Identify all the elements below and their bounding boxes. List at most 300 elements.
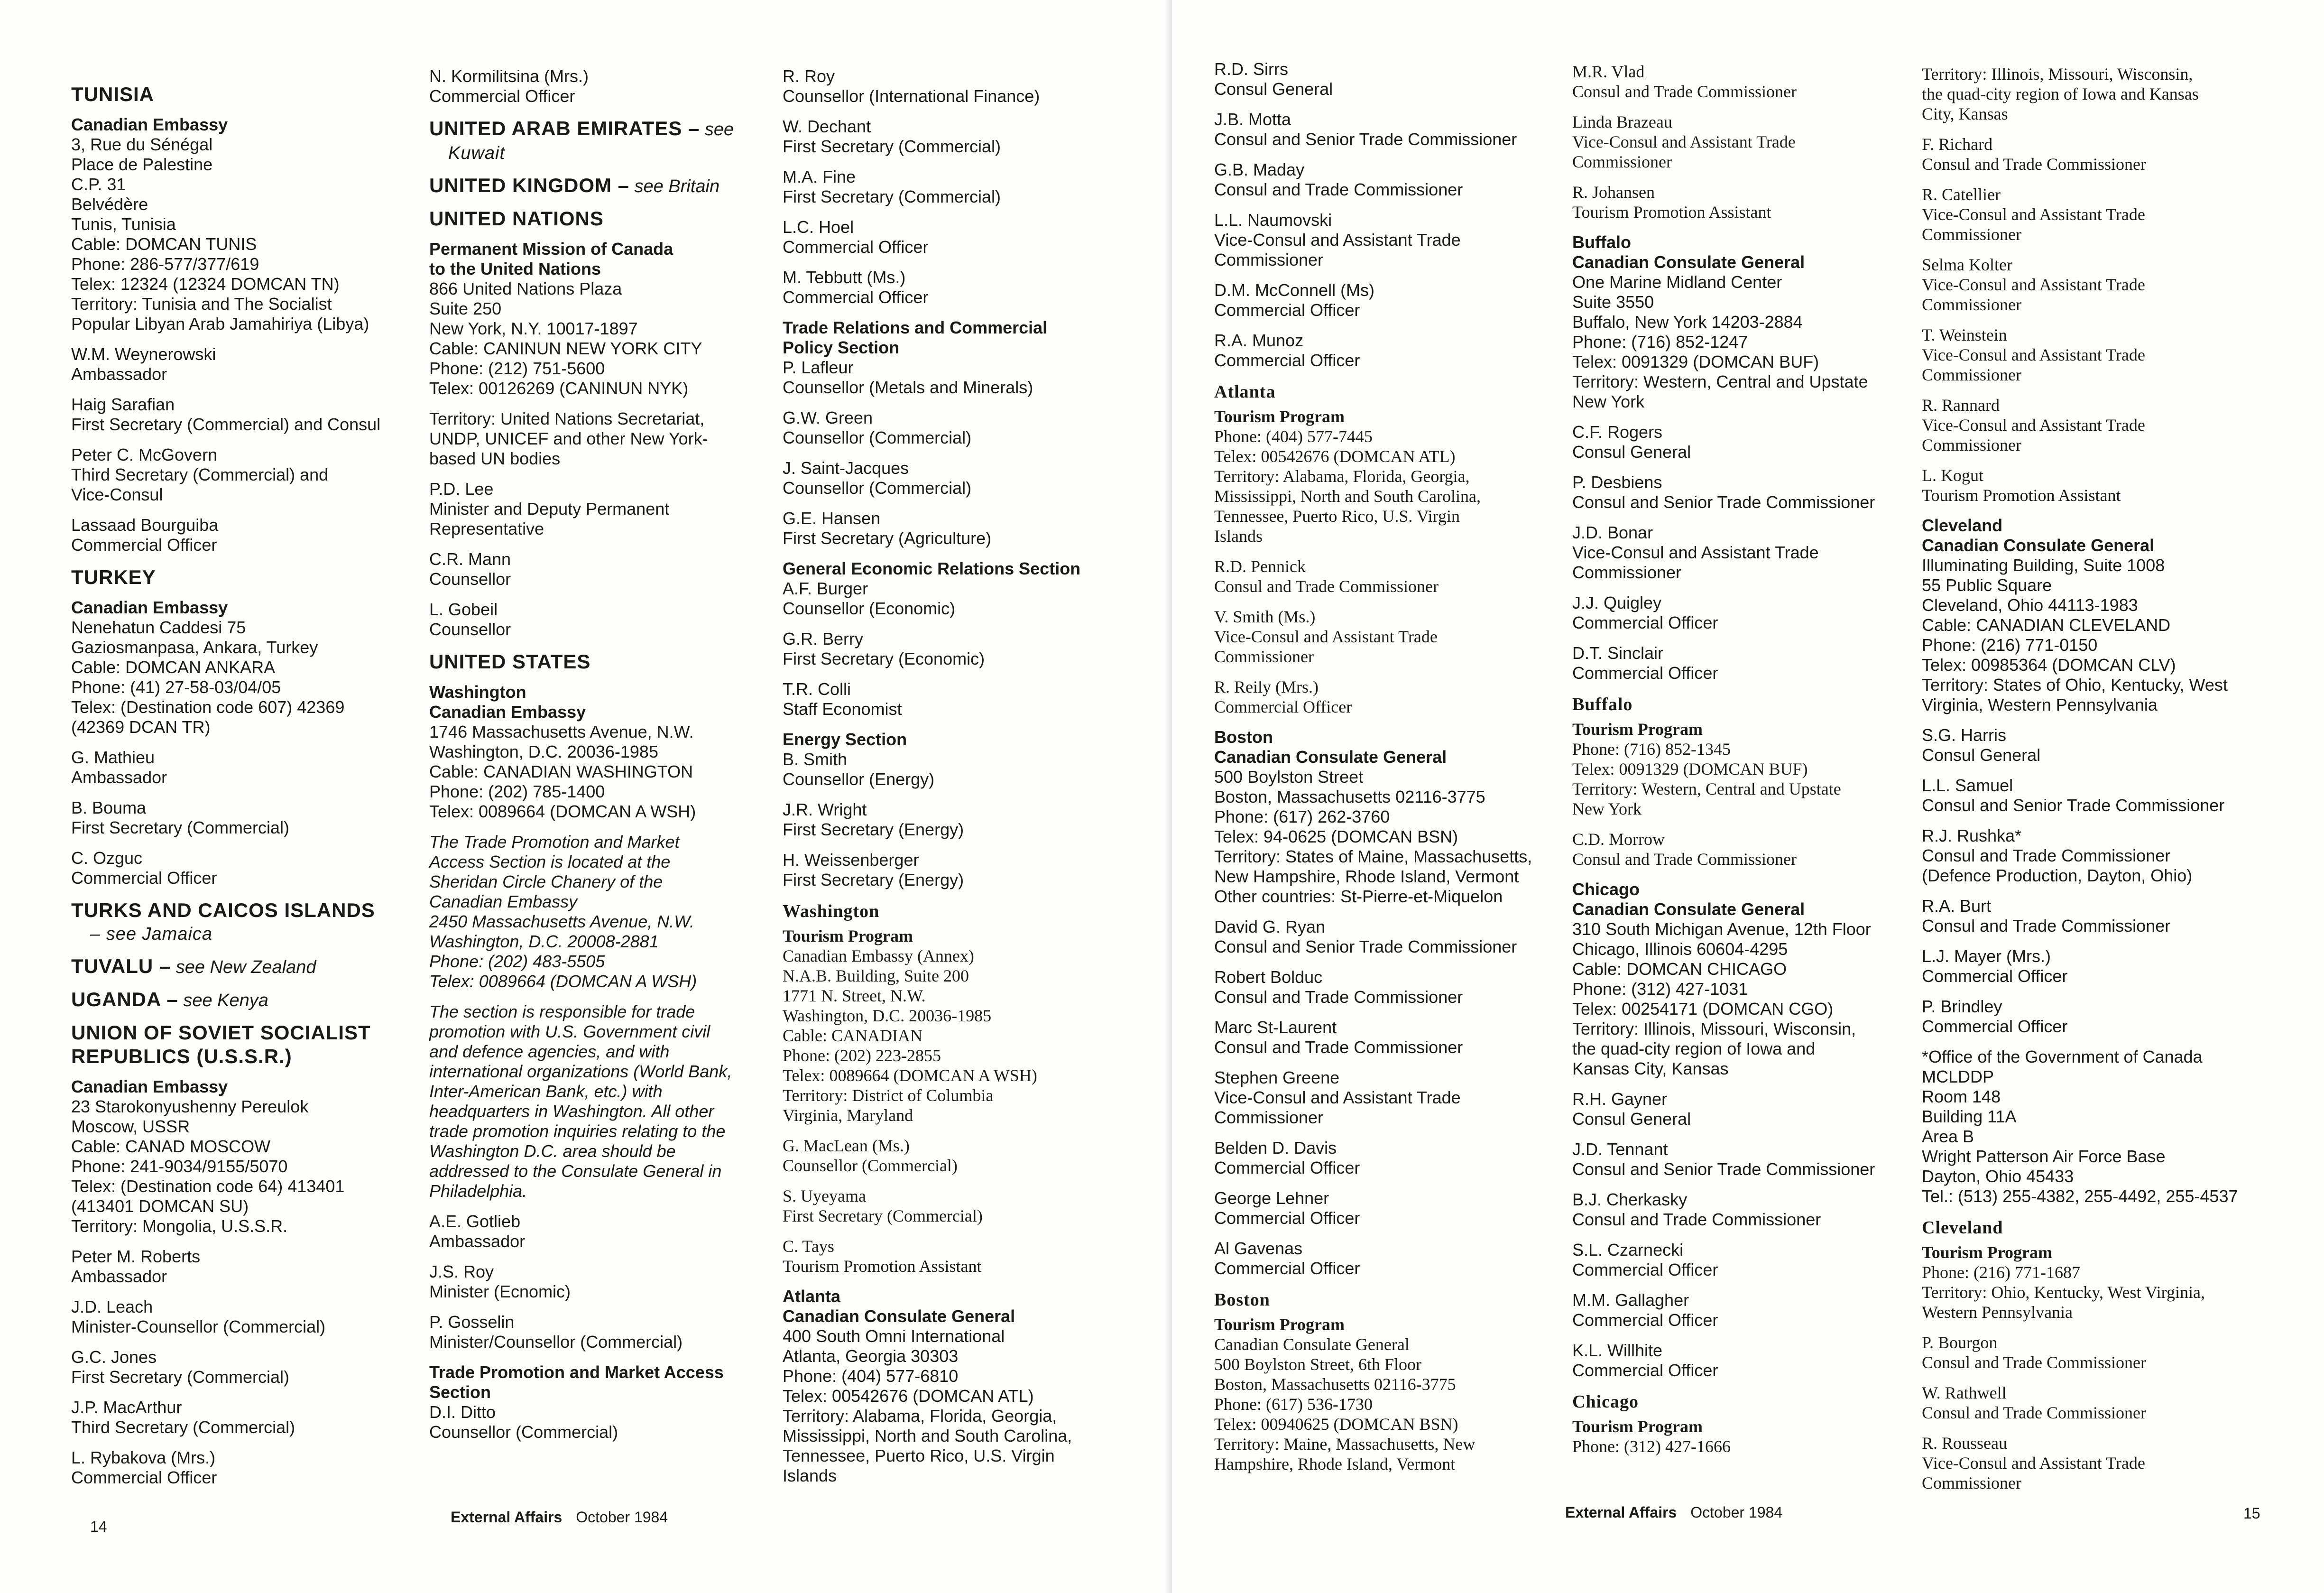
country-heading [429,174,790,198]
entry-line: Wright Patterson Air Force Base [1922,1147,2166,1166]
entry-line: Telex: 00985364 (DOMCAN CLV) [1922,655,2176,675]
directory-entry [71,135,432,334]
directory-entry [1922,465,2301,505]
entry-line: Access Section is located at the [429,852,671,871]
entry-line: Commissioner [1922,1473,2022,1492]
directory-entry [429,832,790,991]
entry-line: L.L. Samuel [1922,776,2013,795]
directory-entry [71,1347,432,1387]
section-heading: Canadian Consulate General [783,1306,1015,1326]
entry-line: Building 11A [1922,1107,2017,1126]
entry-line: First Secretary (Energy) [783,820,964,839]
entry-line: Belvédère [71,194,148,214]
entry-line: Vice-Consul and Assistant Trade [1922,275,2145,294]
entry-line: Mississippi, North and South Carolina, [1214,487,1481,506]
section-heading: Trade Promotion and Market Access [429,1362,724,1382]
entry-line: Staff Economist [783,699,902,719]
entry-line: R. Rannard [1922,396,2000,415]
entry-line: Consul and Trade Commissioner [1922,155,2147,174]
entry-line: T.R. Colli [783,679,851,699]
entry-line: Territory: Maine, Massachusetts, New [1214,1435,1476,1454]
entry-line: promotion with U.S. Government civil [429,1022,710,1041]
entry-line: N. Kormilitsina (Mrs.) [429,66,589,86]
directory-entry [429,1212,790,1251]
entry-line: G.C. Jones [71,1347,157,1367]
entry-line: M. Tebbutt (Ms.) [783,268,906,287]
entry-line: J.J. Quigley [1572,593,1662,612]
directory-entry [783,167,1153,207]
entry-line: 55 Public Square [1922,575,2052,595]
entry-line: Phone: (216) 771-0150 [1922,635,2098,655]
entry-line: M.M. Gallagher [1572,1290,1689,1310]
directory-entry [1214,160,1575,200]
directory-entry [1922,826,2301,886]
entry-line: B.J. Cherkasky [1572,1190,1688,1209]
directory-entry [1572,739,1933,819]
directory-entry [783,679,1153,719]
entry-line: Mississippi, North and South Carolina, [783,1426,1072,1445]
entry-line: J.R. Wright [783,800,867,819]
directory-entry [1572,62,1933,102]
entry-line: C. Tays [783,1237,834,1256]
country-heading [71,954,432,979]
directory-entry [71,344,432,384]
entry-line: Suite 3550 [1572,292,1654,312]
page-footer [451,1509,668,1526]
entry-line: First Secretary (Energy) [783,870,964,889]
entry-line: Consul and Trade Commissioner [1572,850,1797,869]
entry-line: S. Uyeyama [783,1186,866,1205]
entry-line: Territory: Illinois, Missouri, Wisconsin, [1922,65,2193,83]
section-heading: General Economic Relations Section [783,559,1081,578]
entry-line: L.J. Mayer (Mrs.) [1922,946,2051,966]
directory-entry [783,509,1153,548]
entry-line: Tourism Promotion Assistant [1572,203,1771,222]
entry-line: Consul and Trade Commissioner [1922,846,2171,865]
directory-entry [1572,182,1933,222]
see-reference: – see Jamaica [90,924,213,944]
entry-line: international organizations (World Bank, [429,1062,732,1081]
entry-line: (Defence Production, Dayton, Ohio) [1922,866,2193,885]
entry-line: P. Bourgon [1922,1333,1998,1352]
entry-line: 310 South Michigan Avenue, 12th Floor [1572,919,1871,939]
publication-date: October 1984 [576,1509,668,1526]
country-heading [429,117,790,141]
entry-line: G.W. Green [783,408,873,427]
entry-line: Vice-Consul and Assistant Trade [1214,1088,1461,1107]
directory-entry [429,66,790,106]
entry-line: Territory: Ohio, Kentucky, West Virginia, [1922,1283,2205,1302]
entry-line: Consul and Senior Trade Commissioner [1572,492,1875,512]
city-heading: Boston [1214,1290,1270,1310]
entry-line: Commercial Officer [71,868,217,888]
entry-line: R. Rousseau [1922,1434,2007,1453]
entry-line: Consul General [1572,442,1691,462]
country-name: UNITED STATES [429,650,591,673]
entry-line: R.D. Sirrs [1214,59,1288,79]
entry-line: Atlanta, Georgia 30303 [783,1346,959,1366]
directory-entry [1922,134,2301,174]
entry-line: Commercial Officer [1214,300,1360,320]
directory-entry [429,479,790,539]
entry-line: Commercial Officer [1572,1361,1718,1380]
entry-line: J.D. Bonar [1572,523,1653,542]
section-heading: Tourism Program [1214,407,1345,426]
directory-entry [429,409,790,469]
entry-line: Popular Libyan Arab Jamahiriya (Libya) [71,314,369,333]
page-number: 15 [2243,1505,2260,1522]
city-heading: Washington [783,901,880,921]
entry-line: Territory: States of Ohio, Kentucky, West [1922,675,2228,695]
entry-line: Vice-Consul and Assistant Trade [1922,205,2145,224]
directory-entry [1214,426,1575,546]
directory-entry [429,600,790,639]
entry-line: Counsellor (Commercial) [783,478,972,498]
entry-line: Commercial Officer [1572,1260,1718,1279]
entry-line: Tunis, Tunisia [71,214,176,234]
right-column-1 [1214,59,1575,1484]
entry-line: Consul and Trade Commissioner [1214,180,1463,199]
country-name: TUNISIA [71,83,154,105]
entry-line: H. Weissenberger [783,850,919,870]
entry-line: (42369 DCAN TR) [71,717,211,737]
entry-line: Phone: (617) 262-3760 [1214,807,1390,826]
entry-line: Washington, D.C. 20008-2881 [429,932,659,951]
directory-entry [71,1448,432,1488]
entry-line: (413401 DOMCAN SU) [71,1196,249,1216]
entry-line: Telex: 0091329 (DOMCAN BUF) [1572,759,1808,778]
directory-entry [1214,967,1575,1007]
city-heading: Buffalo [1572,695,1633,714]
entry-line: First Secretary (Commercial) and Consul [71,415,381,434]
entry-line: New York, N.Y. 10017-1897 [429,319,638,338]
entry-line: Robert Bolduc [1214,967,1323,987]
entry-line: Commissioner [1214,1108,1324,1127]
entry-line: S.G. Harris [1922,725,2007,745]
left-column-2 [429,66,790,1453]
directory-entry [1214,917,1575,957]
entry-line: UNDP, UNICEF and other New York- [429,429,708,448]
entry-line: Sheridan Circle Chanery of the [429,872,663,891]
entry-line: Consul and Senior Trade Commissioner [1922,796,2225,815]
entry-line: Commercial Officer [1572,663,1718,683]
entry-line: R.H. Gayner [1572,1089,1668,1109]
entry-line: Cable: CANAD MOSCOW [71,1137,271,1156]
entry-line: T. Weinstein [1922,325,2007,344]
directory-entry [1214,280,1575,320]
entry-line: Lassaad Bourguiba [71,515,219,535]
directory-entry [429,1262,790,1302]
entry-line: Buffalo, New York 14203-2884 [1572,312,1803,332]
entry-line: David G. Ryan [1214,917,1326,936]
entry-line: C. Ozguc [71,848,143,868]
entry-line: Cable: CANADIAN CLEVELAND [1922,615,2171,635]
directory-entry [1572,1341,1933,1380]
entry-line: Commissioner [1214,250,1324,269]
directory-entry [783,117,1153,157]
entry-line: Peter M. Roberts [71,1247,201,1266]
directory-entry [71,445,432,505]
directory-entry [429,1402,790,1442]
entry-line: 1746 Massachusetts Avenue, N.W. [429,722,694,741]
section-heading: to the United Nations [429,259,601,278]
entry-line: Counsellor (Energy) [783,769,935,789]
directory-entry [783,1236,1153,1276]
section-heading: Canadian Embassy [71,115,228,134]
entry-line: Commissioner [1922,365,2022,384]
section-heading: Tourism Program [1572,720,1703,739]
country-heading [71,1045,432,1068]
entry-line: Consul and Trade Commissioner [1214,577,1439,596]
entry-line: Western Pennsylvania [1922,1303,2073,1322]
entry-line: J.S. Roy [429,1262,494,1281]
entry-line: Suite 250 [429,299,502,318]
entry-line: Phone: (312) 427-1031 [1572,979,1748,999]
see-reference: see New Zealand [171,957,316,977]
country-heading [71,988,432,1012]
entry-line: G. Mathieu [71,748,155,767]
entry-line: Representative [429,519,544,538]
entry-line: Consul and Trade Commissioner [1214,1037,1463,1057]
directory-entry [783,358,1153,398]
entry-line: based UN bodies [429,449,561,468]
entry-line: Cable: CANADIAN WASHINGTON [429,762,693,781]
directory-entry [1922,1262,2301,1322]
entry-line: D.M. McConnell (Ms) [1214,280,1375,300]
entry-line: Minister (Ecnomic) [429,1282,571,1301]
directory-entry [1572,1290,1933,1330]
entry-line: Islands [783,1466,837,1485]
entry-line: Phone: (312) 427-1666 [1572,1437,1731,1456]
country-name: REPUBLICS (U.S.S.R.) [71,1045,292,1067]
city-heading: Cleveland [1922,1218,2003,1238]
entry-line: Vice-Consul and Assistant Trade [1214,627,1438,646]
entry-line: J.D. Tennant [1572,1139,1668,1159]
directory-entry [71,1297,432,1337]
entry-line: Consul and Trade Commissioner [1922,1403,2147,1422]
directory-entry [1922,997,2301,1037]
entry-line: A.E. Gotlieb [429,1212,521,1231]
entry-line: Telex: 94-0625 (DOMCAN BSN) [1214,827,1458,846]
entry-line: Commercial Officer [1214,1259,1360,1278]
entry-line: Chicago, Illinois 60604-4295 [1572,939,1788,959]
entry-line: Telex: 00940625 (DOMCAN BSN) [1214,1415,1458,1434]
entry-line: Counsellor (International Finance) [783,86,1040,106]
entry-line: Counsellor (Economic) [783,599,956,618]
entry-line: Virginia, Maryland [783,1106,913,1125]
entry-line: Counsellor (Commercial) [429,1422,618,1442]
entry-line: Canadian Embassy (Annex) [783,946,974,965]
entry-line: 1771 N. Street, N.W. [783,986,926,1005]
entry-line: Cable: DOMCAN ANKARA [71,658,276,677]
entry-line: R. Reily (Mrs.) [1214,677,1319,696]
entry-line: Vice-Consul and Assistant Trade [1572,543,1819,562]
entry-line: First Secretary (Commercial) [783,1206,983,1225]
entry-line: Commercial Officer [1922,966,2068,986]
directory-entry [1572,422,1933,462]
publication-date: October 1984 [1690,1504,1783,1521]
entry-line: Territory: Alabama, Florida, Georgia, [1214,467,1470,486]
section-heading: Policy Section [783,338,900,357]
entry-line: M.R. Vlad [1572,62,1645,81]
country-name: UNION OF SOVIET SOCIALIST [71,1021,371,1044]
entry-line: Telex: 0089664 (DOMCAN A WSH) [429,972,697,991]
country-name: TURKS AND CAICOS ISLANDS [71,899,375,921]
entry-line: Phone: (212) 751-5600 [429,359,605,378]
see-reference: Kuwait [448,143,506,163]
entry-line: Washington, D.C. 20036-1985 [783,1006,992,1025]
publication-name: External Affairs [451,1509,563,1526]
entry-line: Telex: 12324 (12324 DOMCAN TN) [71,274,340,294]
directory-entry [783,800,1153,840]
entry-line: Islands [1214,527,1263,546]
entry-line: Phone: (202) 223-2855 [783,1046,941,1065]
entry-line: L.L. Naumovski [1214,210,1332,230]
see-reference: see Britain [629,176,720,196]
section-heading: Buffalo [1572,232,1631,252]
entry-line: Nenehatun Caddesi 75 [71,618,246,637]
entry-line: Vice-Consul and Assistant Trade [1572,132,1796,151]
section-heading: Canadian Embassy [71,1077,228,1096]
entry-line: Ambassador [71,768,167,787]
entry-line: P. Brindley [1922,997,2002,1016]
directory-entry [1572,272,1933,412]
entry-line: Commissioner [1572,152,1672,171]
section-heading: Tourism Program [783,926,913,945]
entry-line: N.A.B. Building, Suite 200 [783,966,969,985]
entry-line: First Secretary (Commercial) [71,818,290,837]
entry-line: Telex: 0091329 (DOMCAN BUF) [1572,352,1819,371]
directory-entry [1214,1239,1575,1278]
entry-line: Cable: DOMCAN CHICAGO [1572,959,1787,979]
entry-line: Consul and Trade Commissioner [1572,82,1797,101]
entry-line: Territory: United Nations Secretariat, [429,409,705,428]
country-name: UGANDA – [71,988,178,1010]
directory-entry [783,1186,1153,1226]
directory-entry [783,1136,1153,1176]
entry-line: Third Secretary (Commercial) [71,1417,295,1437]
entry-line: Consul General [1572,1109,1691,1129]
entry-line: Commercial Officer [429,86,575,106]
entry-line: Counsellor (Commercial) [783,1156,958,1175]
entry-line: Commercial Officer [1572,613,1718,632]
entry-line: 2450 Massachusetts Avenue, N.W. [429,912,694,931]
entry-line: R. Johansen [1572,183,1655,202]
directory-entry [1214,331,1575,370]
entry-line: Commissioner [1572,563,1682,582]
section-heading: Canadian Embassy [429,702,586,722]
entry-line: Hampshire, Rhode Island, Vermont [1214,1454,1456,1473]
entry-line: Commercial Officer [1214,351,1360,370]
left-column-3 [783,66,1153,1496]
directory-entry [783,579,1153,619]
directory-entry [1572,1139,1933,1179]
entry-line: Commercial Officer [1572,1310,1718,1330]
section-heading: Trade Relations and Commercial [783,318,1048,337]
directory-entry [1922,185,2301,244]
entry-line: C.F. Rogers [1572,422,1663,442]
entry-line: Telex: 00542676 (DOMCAN ATL) [1214,447,1456,466]
directory-entry [1572,643,1933,683]
directory-entry [1214,210,1575,270]
directory-entry [71,1247,432,1287]
entry-line: B. Smith [783,750,848,769]
directory-entry [71,1097,432,1236]
entry-line: Phone: (202) 483-5505 [429,952,605,971]
directory-entry [783,850,1153,890]
entry-line: 500 Boylston Street [1214,767,1364,787]
entry-line: W.M. Weynerowski [71,344,216,364]
entry-line: Washington D.C. area should be [429,1141,676,1161]
country-heading [71,1021,432,1045]
entry-line: Linda Brazeau [1572,112,1672,131]
entry-line: G.E. Hansen [783,509,881,528]
entry-line: G.B. Maday [1214,160,1305,179]
entry-line: Ambassador [71,364,167,384]
directory-entry [1214,1018,1575,1057]
directory-entry [71,515,432,555]
entry-line: First Secretary (Agriculture) [783,528,992,548]
entry-line: New York [1572,799,1642,818]
section-heading: Permanent Mission of Canada [429,239,673,259]
entry-line: Belden D. Davis [1214,1138,1337,1158]
directory-entry [1572,829,1933,869]
directory-entry [1922,1433,2301,1493]
entry-line: First Secretary (Commercial) [71,1367,290,1387]
section-heading: Cleveland [1922,516,2003,535]
see-reference: see Kenya [178,991,268,1010]
entry-line: Consul and Trade Commissioner [1922,916,2171,935]
city-heading: Chicago [1572,1392,1639,1412]
entry-line: J.B. Motta [1214,110,1291,129]
entry-line: D.T. Sinclair [1572,643,1664,663]
entry-line: L.C. Hoel [783,217,854,237]
city-heading: Atlanta [1214,382,1276,402]
directory-entry [1572,1240,1933,1280]
entry-line: Vice-Consul and Assistant Trade [1922,416,2145,435]
entry-line: Ambassador [429,1232,526,1251]
entry-line: Consul and Trade Commissioner [1922,1353,2147,1372]
entry-line: C.P. 31 [71,175,126,194]
entry-line: R. Catellier [1922,185,2001,204]
section-heading: Canadian Consulate General [1572,899,1805,919]
entry-line: A.F. Burger [783,579,868,598]
entry-line: Phone: 286-577/377/619 [71,254,259,274]
entry-line: J.P. MacArthur [71,1398,182,1417]
entry-line: P.D. Lee [429,479,494,499]
entry-line: Counsellor (Metals and Minerals) [783,378,1033,397]
entry-line: Telex: 00126269 (CANINUN NYK) [429,379,689,398]
directory-entry [429,279,790,398]
entry-line: the quad-city region of Iowa and [1572,1039,1816,1058]
entry-line: L. Kogut [1922,466,1983,485]
entry-line: 23 Starokonyushenny Pereulok [71,1097,309,1116]
entry-line: trade promotion inquiries relating to the [429,1121,726,1141]
entry-line: Commercial Officer [783,237,929,257]
entry-line: L. Gobeil [429,600,498,619]
directory-entry [1572,523,1933,583]
entry-line: Telex: (Destination code 607) 42369 [71,697,345,717]
directory-entry [783,750,1153,789]
directory-entry [1572,472,1933,512]
entry-line: Phone: (216) 771-1687 [1922,1263,2080,1282]
directory-entry [783,408,1153,448]
directory-entry [1922,1047,2301,1206]
section-heading: Washington [429,682,526,702]
entry-line: Other countries: St-Pierre-et-Miquelon [1214,887,1503,906]
entry-line: Telex: 00542676 (DOMCAN ATL) [783,1386,1034,1406]
entry-line: Phone: (41) 27-58-03/04/05 [71,677,281,697]
